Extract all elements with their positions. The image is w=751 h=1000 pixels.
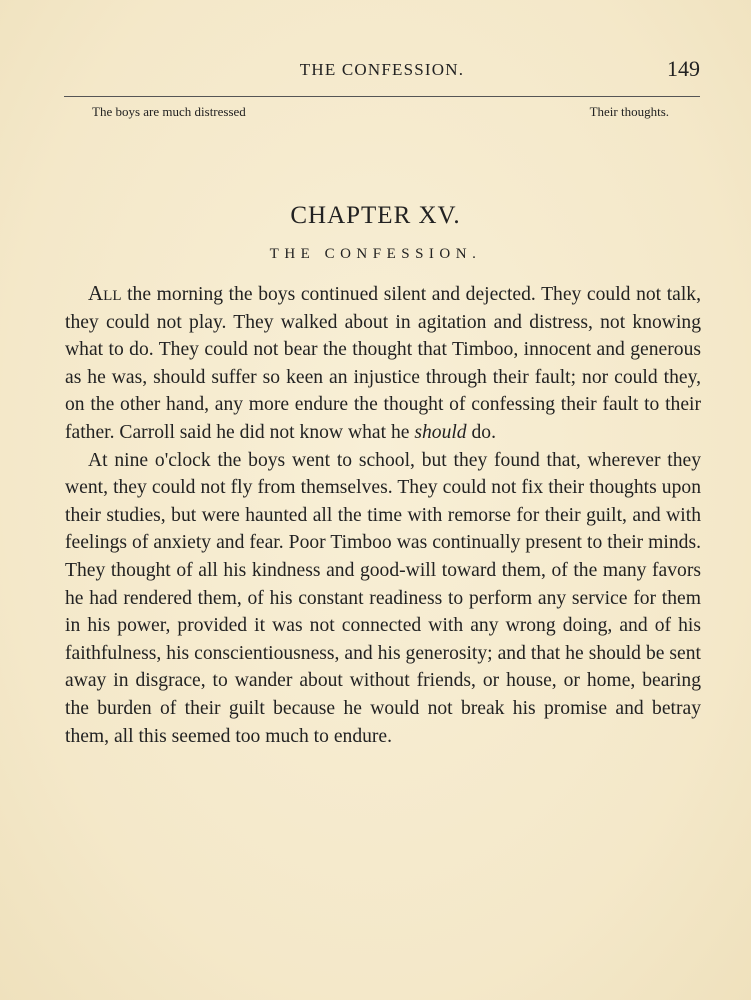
marginal-note-left: The boys are much distressed <box>92 104 246 119</box>
page-number: 149 <box>667 56 700 81</box>
paragraph-1 <box>65 280 701 447</box>
running-head <box>64 56 700 84</box>
running-title: THE CONFESSION. <box>299 60 465 79</box>
paragraph-1-text-a: the morning the boys continued silent and dejected. They could not talk, they could not play. They walked about in agitation and distress, not knowing what to do. They could not bear the thought that Timboo, innocent and generous as he was, should suffer so keen an injustice through their fault; nor could they, on the other hand, any more endure the thought of confessing their fault to their father. Carroll said he did not know what he <box>65 284 701 443</box>
chapter-title: CHAPTER XV. <box>290 202 461 229</box>
paragraph-2: At nine o'clock the boys went to school, but they found that, wherever they went, they could not fly from themselves. They could not fix their thoughts upon their studies, but were haunted all the time with remorse for their guilt, and with feelings of anxiety and fear. Poor Timboo was continually present to their minds. They thought of all his kindness and good-will toward them, of the many favors he had rendered them, of his constant readiness to perform any service for them in his power, provided it was not connected with any wrong doing, and of his faithfulness, his conscientiousness, and his generosity; and that he should be sent away in disgrace, to wander about without friends, or house, or home, bearing the burden of their guilt because he would not break his promise and betray them, all this seemed too much to endure. <box>65 449 701 747</box>
paragraph-1-text-b: do. <box>466 421 496 443</box>
paragraph-lead-word: All <box>88 281 122 305</box>
marginal-note-right: Their thoughts. <box>589 104 669 119</box>
paragraph-1-italic-word: should <box>414 421 467 443</box>
chapter-subtitle: THE CONFESSION. <box>269 246 482 262</box>
body-text <box>65 280 701 750</box>
header-rule <box>64 96 700 97</box>
